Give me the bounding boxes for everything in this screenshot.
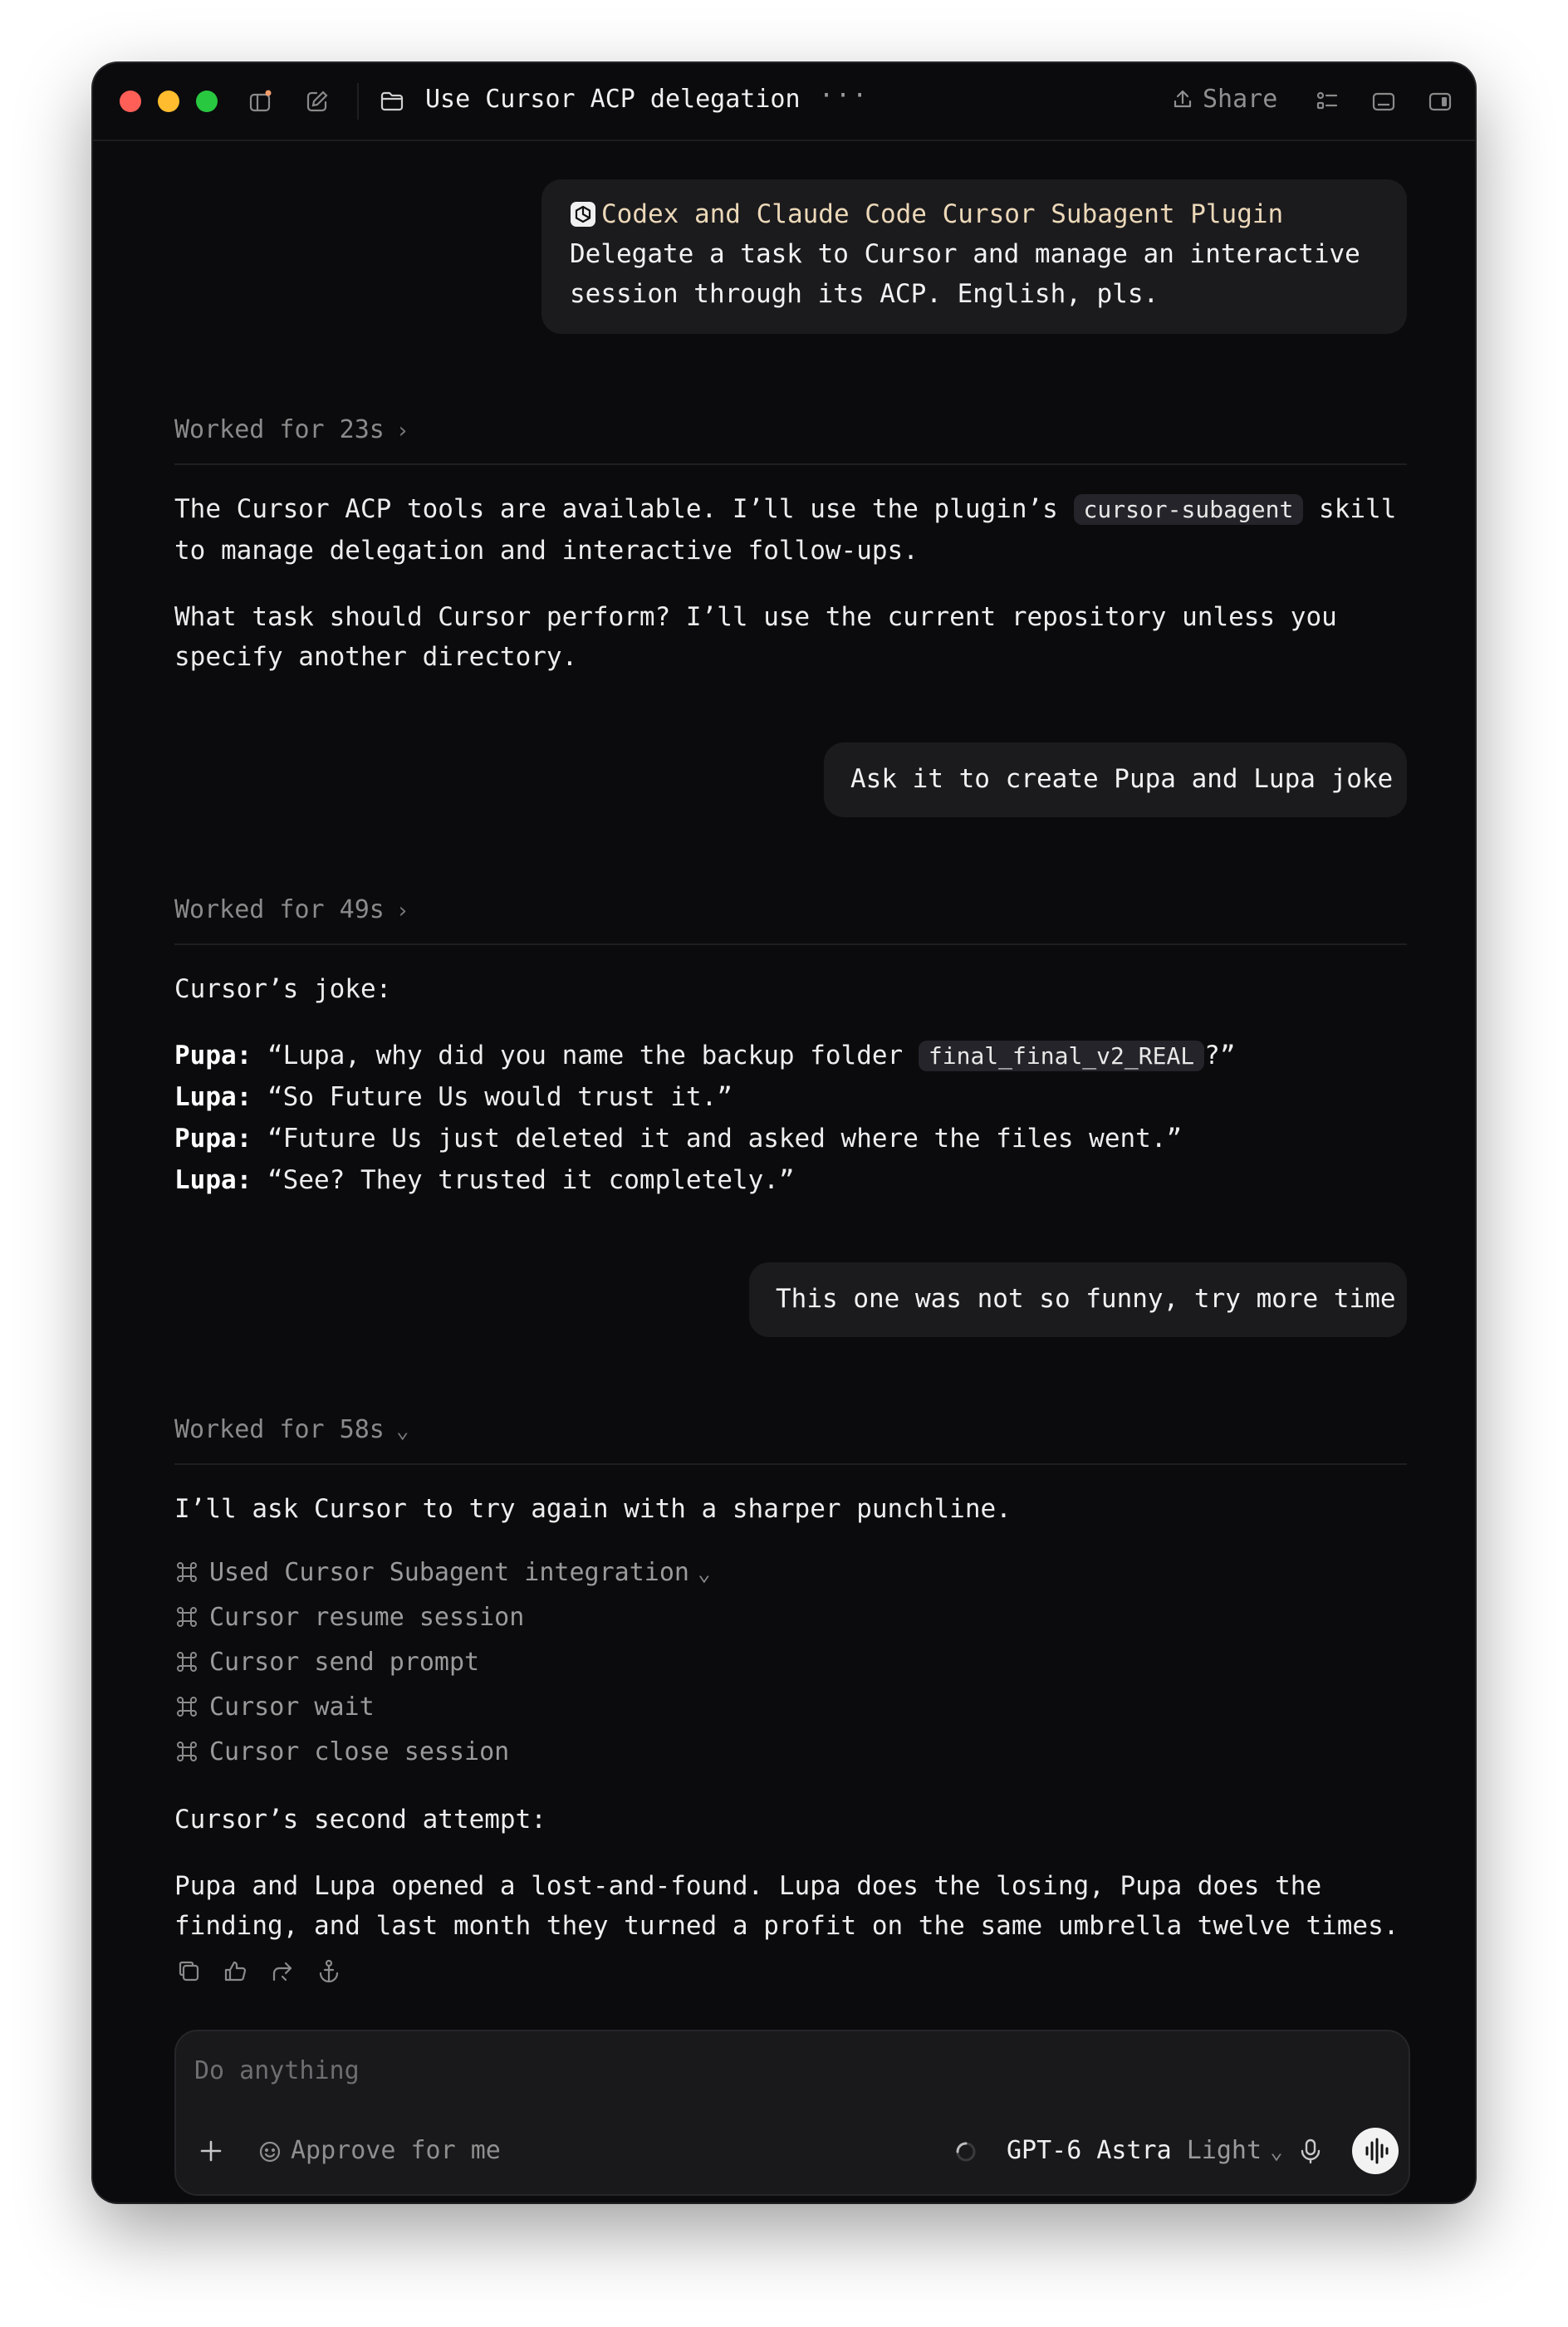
joke-text: ?” bbox=[1204, 1041, 1236, 1070]
joke-line bbox=[174, 1076, 733, 1118]
approve-face-icon bbox=[257, 2139, 282, 2164]
task-list-icon[interactable] bbox=[1314, 88, 1340, 115]
assistant-paragraph: specify another directory. bbox=[174, 642, 578, 672]
reasoning-effort: Light bbox=[1186, 2136, 1262, 2165]
user-message-text: session through its ACP. English, pls. bbox=[570, 279, 1159, 309]
speaker-name: Lupa: bbox=[174, 1165, 252, 1195]
share-label: Share bbox=[1203, 85, 1278, 114]
conversation-title[interactable]: Use Cursor ACP delegation bbox=[425, 85, 801, 114]
assistant-paragraph: Cursor’s joke: bbox=[174, 974, 392, 1004]
plus-icon[interactable] bbox=[194, 2134, 228, 2168]
model-name: GPT-6 Astra bbox=[1007, 2136, 1172, 2165]
assistant-paragraph: Cursor’s second attempt: bbox=[174, 1805, 546, 1835]
joke-text: “Future Us just deleted it and asked where the files went.” bbox=[252, 1124, 1183, 1154]
anchor-icon[interactable] bbox=[314, 1957, 344, 1987]
plugin-name: Codex and Claude Code Cursor Subagent Plugin bbox=[601, 199, 1284, 229]
joke-text: “See? They trusted it completely.” bbox=[252, 1165, 795, 1195]
command-icon bbox=[174, 1649, 199, 1674]
tool-call-item[interactable] bbox=[174, 1603, 524, 1632]
user-message-bubble bbox=[824, 742, 1407, 817]
terminal-panel-icon[interactable] bbox=[1370, 88, 1397, 115]
composer bbox=[174, 2030, 1410, 2196]
worked-for-toggle[interactable] bbox=[174, 1415, 1407, 1465]
close-window-button[interactable] bbox=[120, 91, 141, 112]
spinner-icon bbox=[953, 2139, 978, 2164]
tool-call-label: Cursor resume session bbox=[209, 1603, 525, 1632]
worked-duration: Worked for 58s bbox=[174, 1415, 385, 1444]
tool-call-label: Cursor send prompt bbox=[209, 1648, 480, 1677]
compose-icon[interactable] bbox=[304, 88, 331, 115]
worked-for-toggle[interactable] bbox=[174, 895, 1407, 945]
chevron-right-icon: › bbox=[395, 419, 409, 443]
user-message-bubble bbox=[541, 179, 1407, 334]
approve-label: Approve for me bbox=[291, 2136, 501, 2165]
tool-call-item[interactable] bbox=[174, 1693, 375, 1722]
chevron-down-icon: ⌄ bbox=[697, 1561, 711, 1586]
tool-call-label: Cursor wait bbox=[209, 1693, 375, 1722]
share-icon bbox=[1171, 88, 1194, 111]
speaker-name: Pupa: bbox=[174, 1124, 252, 1154]
plugin-mention[interactable] bbox=[570, 194, 1283, 234]
tool-call-group-toggle[interactable] bbox=[174, 1558, 711, 1587]
title-bar bbox=[93, 63, 1475, 141]
command-icon bbox=[174, 1694, 199, 1719]
model-selector[interactable] bbox=[1007, 2136, 1283, 2165]
chevron-down-icon: ⌄ bbox=[1270, 2139, 1283, 2164]
assistant-text: skill bbox=[1303, 494, 1397, 524]
tool-call-item[interactable] bbox=[174, 1737, 509, 1766]
worked-duration: Worked for 49s bbox=[174, 895, 385, 924]
voice-waveform-icon[interactable] bbox=[1352, 2128, 1399, 2174]
command-icon bbox=[174, 1560, 199, 1585]
assistant-paragraph: I’ll ask Cursor to try again with a sharper punchline. bbox=[174, 1494, 1012, 1524]
user-message-text: Ask it to create Pupa and Lupa joke bbox=[850, 764, 1394, 794]
tool-call-label: Cursor close session bbox=[209, 1737, 510, 1766]
prompt-input[interactable] bbox=[193, 2051, 1276, 2089]
speaker-name: Lupa: bbox=[174, 1082, 252, 1112]
tool-call-item[interactable] bbox=[174, 1648, 479, 1677]
tool-call-label: Used Cursor Subagent integration bbox=[209, 1558, 689, 1587]
cursor-plugin-icon bbox=[570, 201, 596, 228]
assistant-paragraph: What task should Cursor perform? I’ll use the current repository unless you bbox=[174, 602, 1337, 632]
thumbs-icon[interactable] bbox=[221, 1957, 251, 1987]
worked-for-toggle[interactable] bbox=[174, 415, 1407, 465]
inline-code: final_final_v2_REAL bbox=[919, 1041, 1204, 1071]
worked-duration: Worked for 23s bbox=[174, 415, 385, 444]
joke-line bbox=[174, 1118, 1182, 1159]
chevron-right-icon: › bbox=[395, 899, 409, 923]
assistant-paragraph: finding, and last month they turned a profit on the same umbrella twelve times. bbox=[174, 1911, 1399, 1941]
sidebar-toggle-icon[interactable] bbox=[247, 88, 274, 115]
more-options-button[interactable]: ··· bbox=[819, 81, 870, 110]
command-icon bbox=[174, 1739, 199, 1764]
assistant-paragraph: Pupa and Lupa opened a lost-and-found. Lupa does the losing, Pupa does the bbox=[174, 1871, 1322, 1901]
toolbar-divider bbox=[357, 83, 359, 120]
app-window bbox=[93, 63, 1475, 2202]
command-icon bbox=[174, 1604, 199, 1629]
joke-text: “Lupa, why did you name the backup folder bbox=[252, 1041, 919, 1070]
joke-line bbox=[174, 1159, 795, 1201]
inline-code: cursor-subagent bbox=[1074, 494, 1304, 525]
joke-text: “So Future Us would trust it.” bbox=[252, 1082, 733, 1112]
fork-icon[interactable] bbox=[267, 1957, 297, 1987]
joke-line bbox=[174, 1035, 1236, 1077]
minimize-window-button[interactable] bbox=[158, 91, 179, 112]
chevron-down-icon: ⌄ bbox=[395, 1418, 409, 1443]
maximize-window-button[interactable] bbox=[196, 91, 218, 112]
user-message-text: This one was not so funny, try more time bbox=[776, 1284, 1396, 1314]
folder-icon bbox=[379, 88, 405, 115]
speaker-name: Pupa: bbox=[174, 1041, 252, 1070]
assistant-paragraph: to manage delegation and interactive follow-ups. bbox=[174, 536, 919, 566]
assistant-text: The Cursor ACP tools are available. I’ll use the plugin’s bbox=[174, 494, 1074, 524]
microphone-icon[interactable] bbox=[1294, 2134, 1327, 2168]
user-message-bubble bbox=[749, 1262, 1407, 1337]
copy-icon[interactable] bbox=[174, 1957, 204, 1987]
right-panel-icon[interactable] bbox=[1427, 88, 1453, 115]
user-message-text: Delegate a task to Cursor and manage an interactive bbox=[570, 239, 1360, 269]
assistant-paragraph bbox=[174, 488, 1420, 531]
